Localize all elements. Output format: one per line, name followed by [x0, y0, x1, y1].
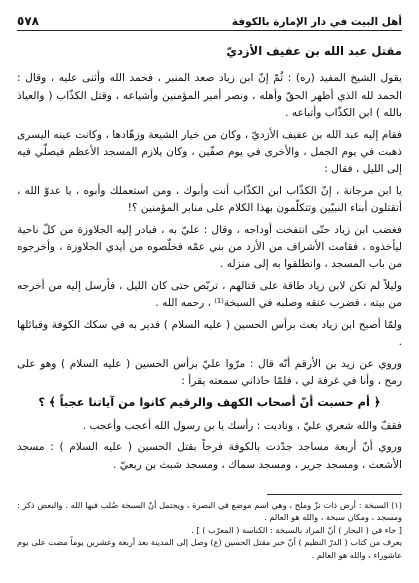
quranic-verse: ﴿ أم حسبت أنّ أصحاب الكهف والرقيم كانوا من آياتنا عجباً ﴾ ؟ [38, 395, 381, 410]
paragraph: يقول الشيخ المفيد (ره) : ثُمّ إنّ ابن زياد صعد المنبر ، فحمد الله وأثنى عليه ، وقال : الحمد لله الذي أظهر الحقّ وأهله ، ونصر أمير المؤمنين وأشياعه ، وقتل الكذّاب ( والعياذ بالله ) ابن الكذّاب وأتباعه . [17, 72, 402, 120]
paragraph: فقفّ والله شعري عليّ ، وناديت : رأسك يا بن رسول الله أعجب وأعجب . [82, 419, 402, 432]
paragraph: وليلاً لم تكن لابن زياد طاقة على قتالهم ، تربّص حتى كان الليل ، فأرسل إليه من أخرجه من بيته ، فضرب عنقه وصلبه في السبخة⁽¹⁾ ، رحمه الله . [17, 279, 402, 310]
paragraph: وروي عن زيد بن الأرقم أنّه قال : مرّوا عليّ برأس الحسين ( عليه السلام ) وهو على رمح ، وأنا في غرفة لي ، فلمّا حاذاني سمعته يقرأ : [17, 357, 402, 387]
paragraph: ولمّا أصبح ابن زياد بعث برأس الحسين ( عليه السلام ) فدير به في سكك الكوفة وقبائلها . [17, 318, 402, 349]
running-header [17, 8, 402, 31]
footnote: [ جاء في ( البحار ) أنّ المراد بالسبخة : الكناسة ( المعرّب ) ] . [191, 524, 402, 535]
footnote-divider [267, 494, 402, 495]
main-text [17, 43, 402, 474]
page-number: ٥٧٨ [17, 14, 39, 28]
paragraph: يا ابن مرجانة ، إنّ الكذّاب ابن الكذّاب أنت وأبوك ، ومن استعملك وأبوه ، يا عدوّ الله ، أتقتلون أبناء النبيّين وتتكلّمون بهذا الكلام على منابر المؤمنين ؟! [17, 184, 402, 215]
section-heading: مقتل عبد الله بن عفيف الأزديّ [226, 44, 402, 58]
paragraph: وروي أنّ أربعة مساجد جدّدت بالكوفة فرحاً بقتل الحسين ( عليه السلام ) : مسجد الأشعث ، ومسجد جرير ، ومسجد سماك ، ومسجد شبث بن ربعيّ . [17, 441, 402, 471]
footnotes [17, 494, 402, 561]
paragraph: فغضب ابن زياد حتّى انتفخت أوداجه ، وقال : عليّ به ، فبادر إليه الجلاوزة من كلّ ناحية ليأخذوه ، فقامت الأشراف من الأزد من بني عمّه فخلّصوه من أيدي الجلاوزة ، وأخرجوه من باب المسجد ، وانطلقوا به إلى منزله . [17, 223, 402, 271]
footnote: يعرف من كتاب ( الدرّ النظيم ) أنّ خبر مقتل الحسين (ع) وصل إلى المدينة بعد أربعة وعشرين يوماً مضت على يوم عاشوراء ، والله هو العالم . [17, 537, 402, 560]
header-title: أهل البيت في دار الإمارة بالكوفة [231, 16, 402, 28]
footnote: (١) السبخة : أرض ذات نزّ وملح ، وهي اسم موضع في البصرة ، ويحتمل أنّ السبخة صُلب فيها الله . والبعض ذكر : ومسجد ، ومكان سبخة ، والله هو العالم . [17, 500, 402, 523]
paragraph: فقام إليه عبد الله بن عفيف الأزديّ ، وكان من خيار الشيعة وزهّادها ، وكانت عينه اليسرى ذهبت في يوم الجمل ، والأخرى في يوم صفّين ، وكان يلازم المسجد الأعظم فيصلّي فيه إلى الليل ، فقال : [17, 128, 402, 176]
